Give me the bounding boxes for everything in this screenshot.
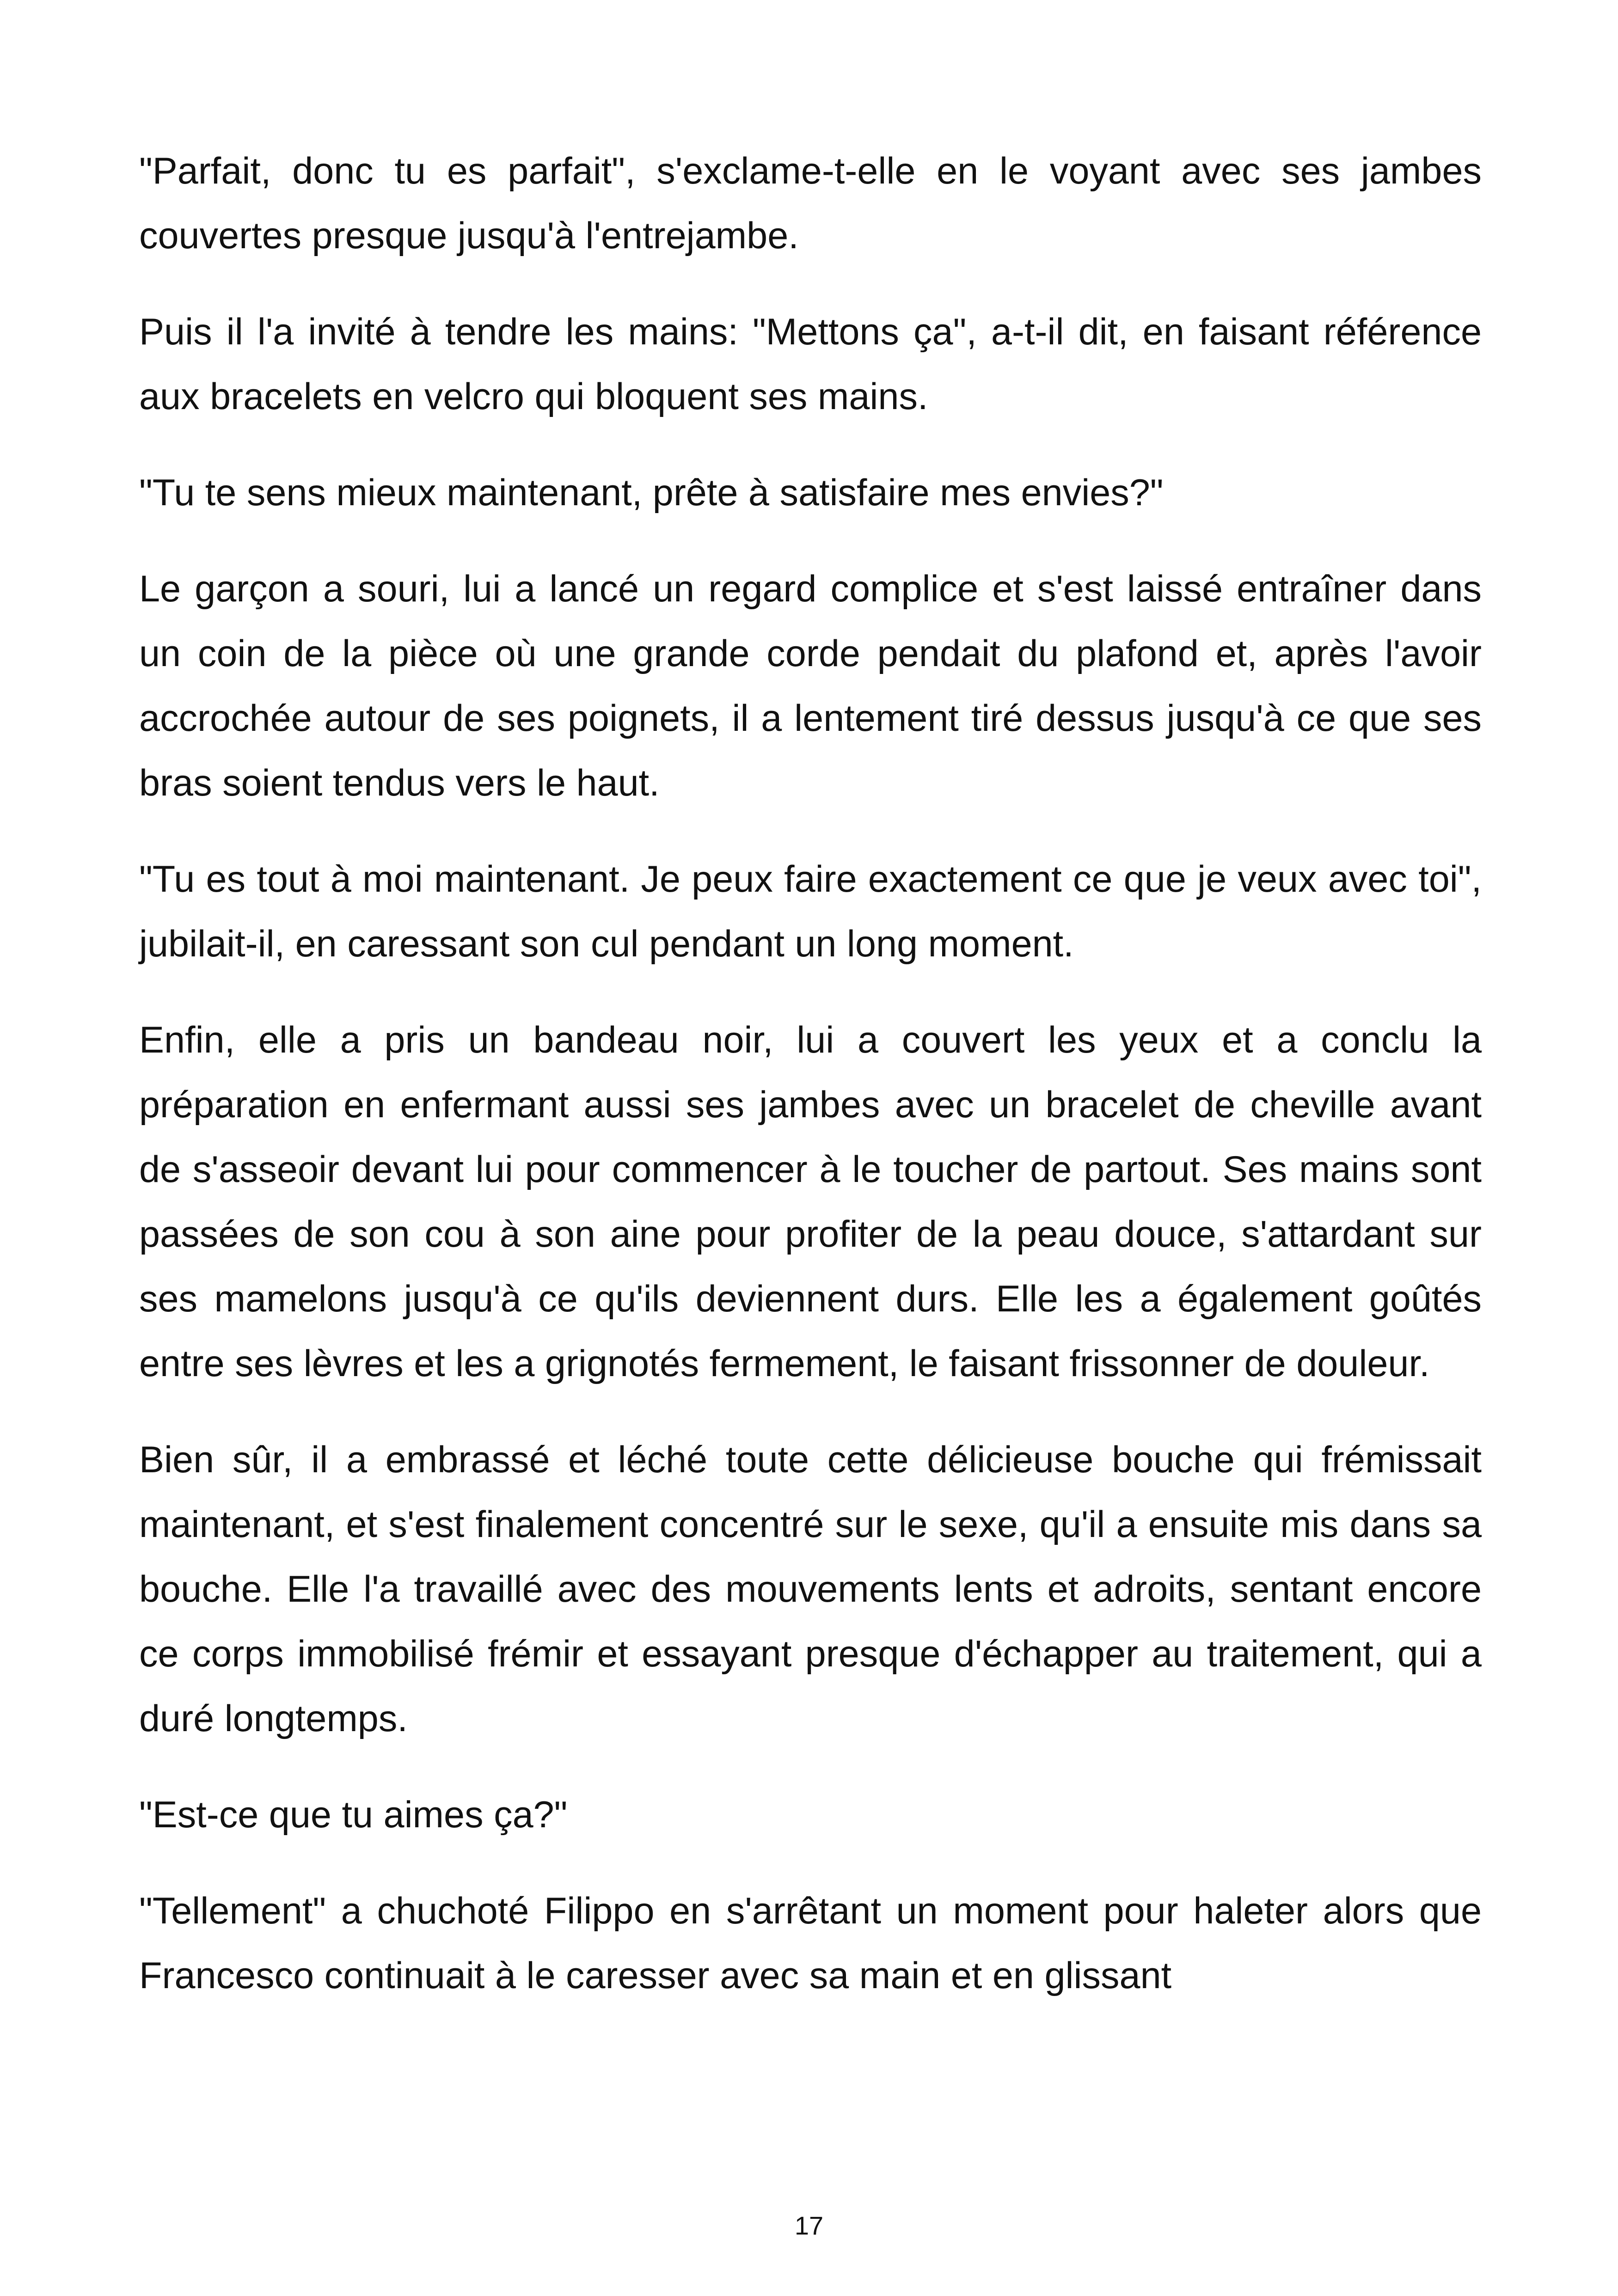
paragraph: "Tu es tout à moi maintenant. Je peux faire exactement ce que je veux avec toi", jubilait-il, en caressant son cul pendant un long moment. <box>139 858 1482 965</box>
paragraph: Enfin, elle a pris un bandeau noir, lui a couvert les yeux et a conclu la préparation en enfermant aussi ses jambes avec un bracelet de cheville avant de s'asseoir devant lui pour commencer à le toucher de partout. Ses mains sont passées de son cou à son aine pour profiter de la peau douce, s'attardant sur ses mamelons jusqu'à ce qu'ils deviennent durs. Elle les a également goûtés entre ses lèvres et les a grignotés fermement, le faisant frissonner de douleur. <box>139 1019 1482 1384</box>
paragraph: "Parfait, donc tu es parfait", s'exclame-t-elle en le voyant avec ses jambes couvertes presque jusqu'à l'entrejambe. <box>139 150 1482 257</box>
page-number: 17 <box>794 2211 824 2240</box>
paragraph: "Tellement" a chuchoté Filippo en s'arrêtant un moment pour haleter alors que Francesco continuait à le caresser avec sa main et en glissant <box>139 1890 1482 1996</box>
paragraph: Bien sûr, il a embrassé et léché toute cette délicieuse bouche qui frémissait maintenant, et s'est finalement concentré sur le sexe, qu'il a ensuite mis dans sa bouche. Elle l'a travaillé avec des mouvements lents et adroits, sentant encore ce corps immobilisé frémir et essayant presque d'échapper au traitement, qui a duré longtemps. <box>139 1439 1482 1739</box>
page-body <box>139 139 1482 2039</box>
paragraph: Le garçon a souri, lui a lancé un regard complice et s'est laissé entraîner dans un coin de la pièce où une grande corde pendait du plafond et, après l'avoir accrochée autour de ses poignets, il a lentement tiré dessus jusqu'à ce que ses bras soient tendus vers le haut. <box>139 568 1482 804</box>
paragraph: Puis il l'a invité à tendre les mains: "Mettons ça", a-t-il dit, en faisant référence aux bracelets en velcro qui bloquent ses mains. <box>139 311 1482 417</box>
paragraph: "Est-ce que tu aimes ça?" <box>139 1794 568 1836</box>
paragraph: "Tu te sens mieux maintenant, prête à satisfaire mes envies?" <box>139 472 1164 514</box>
